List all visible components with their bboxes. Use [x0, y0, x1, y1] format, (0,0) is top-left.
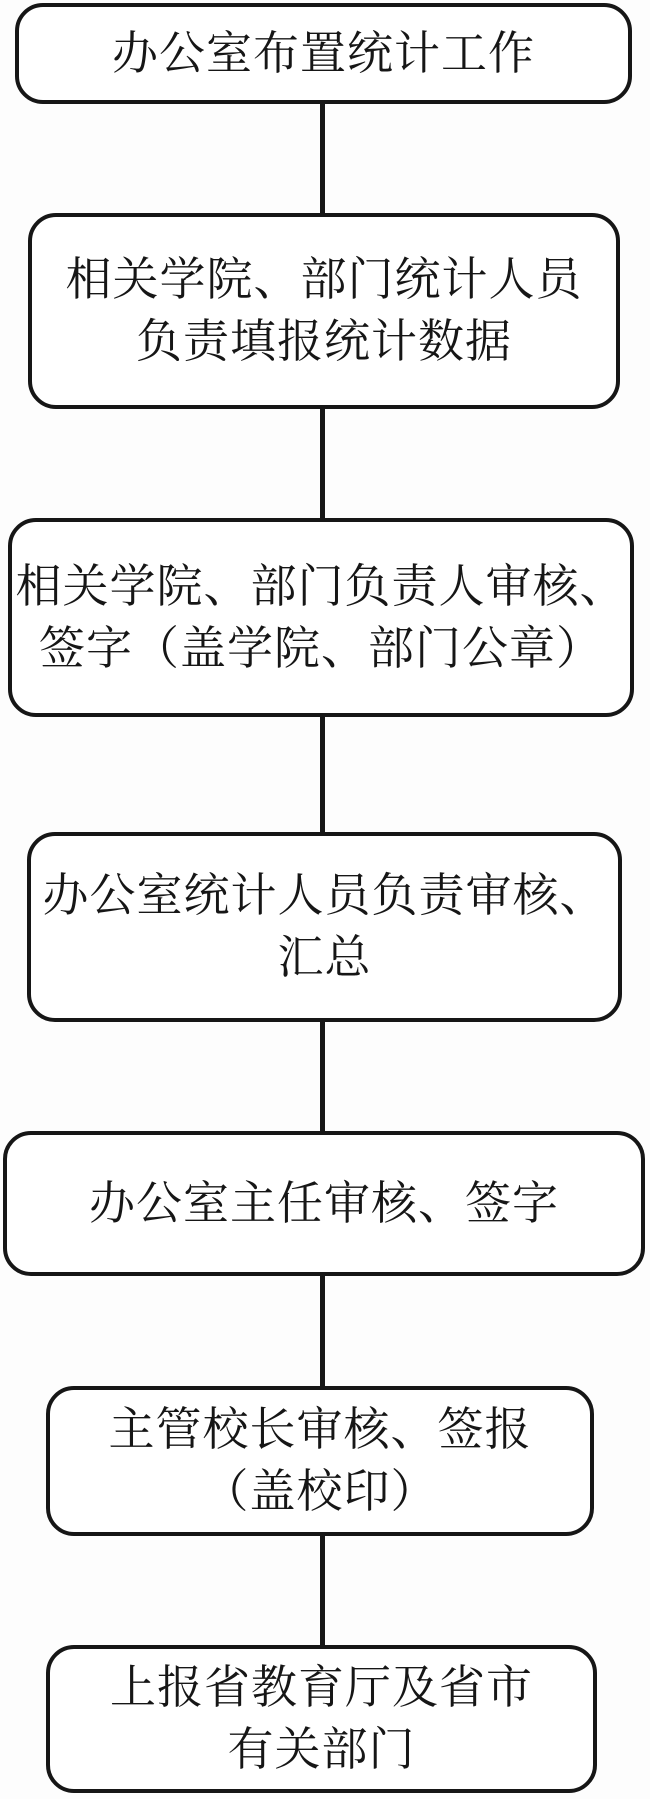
- node-label: 汇总: [277, 932, 372, 983]
- node-label: 上报省教育厅及省市: [110, 1662, 533, 1713]
- node-label: 相关学院、部门统计人员: [65, 254, 583, 305]
- flow-node-department-head-review-sign: [8, 518, 634, 717]
- flow-node-office-assign-work: [15, 3, 632, 104]
- connector-line-5: [320, 1276, 325, 1386]
- flow-node-report-to-province: [46, 1645, 597, 1793]
- flow-node-departments-fill-data: [28, 213, 620, 409]
- connector-line-3: [320, 717, 325, 832]
- node-label: 有关部门: [227, 1724, 416, 1775]
- connector-line-6: [320, 1536, 325, 1645]
- node-label: 主管校长审核、签报: [108, 1404, 532, 1455]
- flow-node-office-director-review-sign: [3, 1131, 645, 1276]
- node-label: 负责填报统计数据: [136, 316, 512, 367]
- node-label: 办公室统计人员负责审核、: [42, 870, 607, 921]
- node-label: （盖校印）: [202, 1466, 438, 1517]
- connector-line-4: [320, 1022, 325, 1131]
- flow-node-vice-president-review-seal: [46, 1386, 594, 1536]
- node-label: 签字（盖学院、部门公章）: [39, 622, 603, 674]
- connector-line-1: [320, 104, 325, 213]
- node-label: 办公室主任审核、签字: [89, 1177, 559, 1229]
- node-label: 办公室布置统计工作: [112, 27, 535, 79]
- node-label: 相关学院、部门负责人审核、: [15, 560, 627, 612]
- flow-node-office-staff-review-summarize: [27, 832, 622, 1022]
- connector-line-2: [320, 409, 325, 518]
